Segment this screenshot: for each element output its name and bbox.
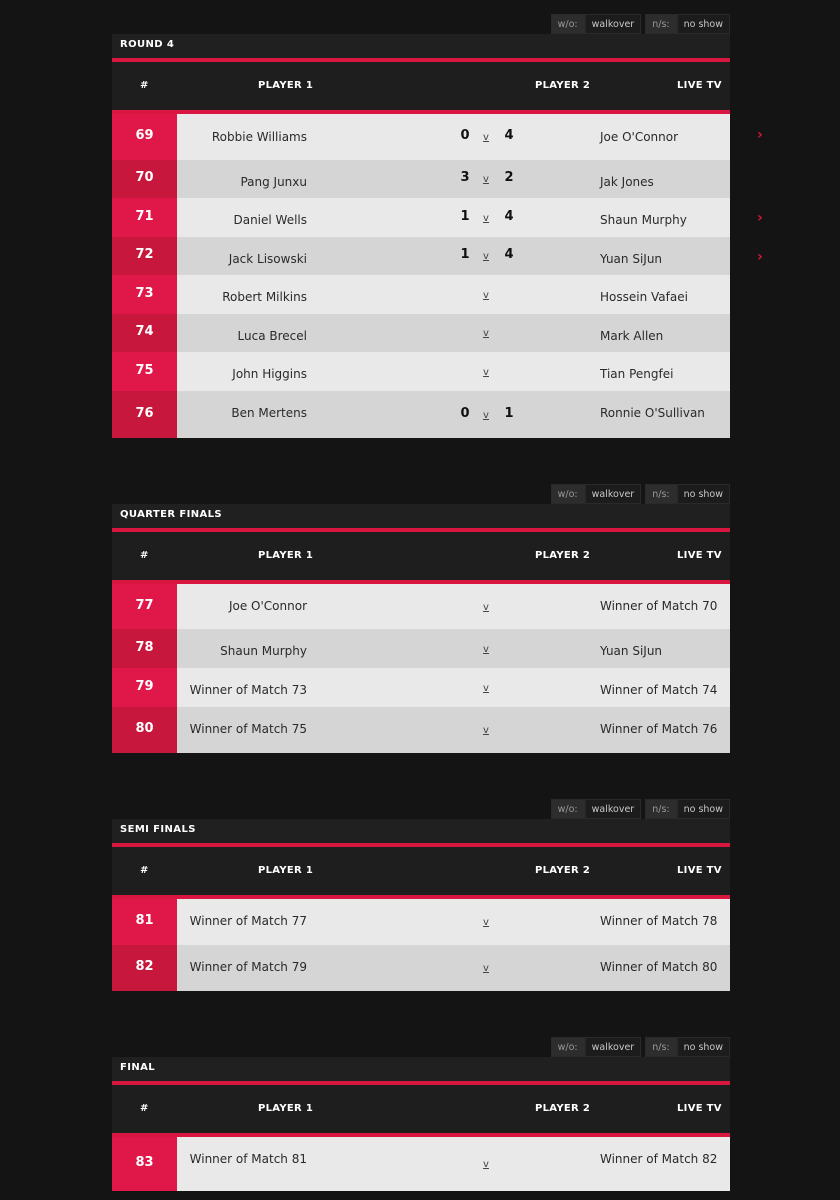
legend-walkover-value: walkover xyxy=(585,484,642,504)
versus-label: v xyxy=(483,683,489,694)
player1-name[interactable]: Winner of Match 79 xyxy=(189,960,307,974)
chevron-right-icon[interactable]: › xyxy=(757,210,763,226)
section-quarter-finals xyxy=(112,484,730,753)
column-header xyxy=(112,1085,730,1133)
match-number-label: 71 xyxy=(135,208,154,224)
match-row[interactable] xyxy=(112,391,730,438)
column-player2: PLAYER 2 xyxy=(535,550,591,561)
player1-score: 1 xyxy=(460,209,470,224)
match-number-label: 80 xyxy=(135,721,154,736)
match-body xyxy=(177,314,730,352)
match-row[interactable] xyxy=(112,160,730,198)
versus-label: v xyxy=(483,917,489,928)
column-live-tv: LIVE TV xyxy=(677,80,722,91)
match-row[interactable] xyxy=(112,945,730,991)
player2-name[interactable]: Shaun Murphy xyxy=(600,213,687,227)
match-number-label: 79 xyxy=(135,678,154,694)
player1-name[interactable]: Robbie Williams xyxy=(211,130,307,144)
match-number xyxy=(112,391,177,438)
match-number-label: 70 xyxy=(135,170,154,185)
section-semi-finals xyxy=(112,799,730,991)
match-number xyxy=(112,707,177,753)
player1-name[interactable]: Shaun Murphy xyxy=(220,644,307,658)
round-title-bar xyxy=(112,504,730,528)
player1-name[interactable]: Daniel Wells xyxy=(233,213,307,227)
match-number-label: 83 xyxy=(135,1155,154,1170)
match-number-label: 74 xyxy=(135,324,154,339)
legend-noshow-value: no show xyxy=(677,484,730,504)
player1-name[interactable]: Jack Lisowski xyxy=(228,252,307,266)
legend-walkover-key: w/o: xyxy=(551,799,585,819)
match-row[interactable] xyxy=(112,314,730,352)
match-number-label: 78 xyxy=(135,639,154,655)
match-number xyxy=(112,629,177,668)
match-number-label: 72 xyxy=(135,247,154,262)
match-number-label: 81 xyxy=(135,913,154,928)
legend-noshow-value: no show xyxy=(677,1037,730,1057)
match-body xyxy=(177,584,730,629)
match-body xyxy=(177,1137,730,1191)
player2-name[interactable]: Winner of Match 80 xyxy=(600,960,718,974)
match-body xyxy=(177,237,763,275)
versus-label: v xyxy=(483,213,489,224)
player2-name[interactable]: Winner of Match 78 xyxy=(600,914,718,928)
player2-name[interactable]: Winner of Match 82 xyxy=(600,1152,718,1166)
column-player1: PLAYER 1 xyxy=(258,80,314,91)
legend-noshow-key: n/s: xyxy=(645,484,676,504)
player1-name[interactable]: Joe O'Connor xyxy=(228,599,307,613)
player2-name[interactable]: Tian Pengfei xyxy=(600,367,674,381)
player1-name[interactable]: Pang Junxu xyxy=(240,175,307,189)
player1-name[interactable]: Robert Milkins xyxy=(222,290,307,304)
match-number xyxy=(112,114,177,160)
versus-label: v xyxy=(483,725,489,736)
match-number-label: 69 xyxy=(135,128,154,143)
column-live-tv: LIVE TV xyxy=(677,1103,722,1114)
round-title: SEMI FINALS xyxy=(120,824,196,835)
player2-score: 4 xyxy=(504,247,514,262)
player2-name[interactable]: Mark Allen xyxy=(600,329,664,343)
match-row[interactable] xyxy=(112,707,730,753)
legend-walkover-value: walkover xyxy=(585,14,642,34)
round-title: QUARTER FINALS xyxy=(120,509,222,520)
player2-name[interactable]: Winner of Match 76 xyxy=(600,722,718,736)
player1-name[interactable]: Winner of Match 75 xyxy=(189,722,307,736)
chevron-right-icon[interactable]: › xyxy=(757,127,763,143)
match-row[interactable] xyxy=(112,584,730,629)
versus-label: v xyxy=(483,174,489,185)
match-number xyxy=(112,198,177,237)
match-body xyxy=(177,945,730,991)
match-body xyxy=(177,352,730,391)
match-row[interactable] xyxy=(112,237,763,275)
legend-noshow-key: n/s: xyxy=(645,14,676,34)
player2-name[interactable]: Yuan SiJun xyxy=(600,252,663,266)
player2-name[interactable]: Yuan SiJun xyxy=(600,644,663,658)
player2-score: 2 xyxy=(504,170,514,185)
legend xyxy=(551,484,730,504)
match-number xyxy=(112,945,177,991)
column-num: # xyxy=(140,550,149,561)
player1-name[interactable]: John Higgins xyxy=(232,367,307,381)
player2-score: 4 xyxy=(504,209,514,224)
match-number xyxy=(112,352,177,391)
section-final xyxy=(112,1037,730,1191)
legend xyxy=(551,799,730,819)
chevron-right-icon[interactable]: › xyxy=(757,249,763,265)
round-title-bar xyxy=(112,34,730,58)
section-round-4 xyxy=(112,14,763,438)
versus-label: v xyxy=(483,1159,489,1170)
match-body xyxy=(177,629,730,668)
versus-label: v xyxy=(483,290,489,301)
versus-label: v xyxy=(483,602,489,613)
legend-noshow-value: no show xyxy=(677,799,730,819)
match-body xyxy=(177,275,730,314)
versus-label: v xyxy=(483,328,489,339)
column-header xyxy=(112,847,730,895)
column-num: # xyxy=(140,865,149,876)
match-number xyxy=(112,1137,177,1191)
column-player2: PLAYER 2 xyxy=(535,80,591,91)
versus-label: v xyxy=(483,251,489,262)
column-live-tv: LIVE TV xyxy=(677,550,722,561)
match-number xyxy=(112,275,177,314)
column-player1: PLAYER 1 xyxy=(258,1103,314,1114)
player1-name[interactable]: Winner of Match 73 xyxy=(189,683,307,697)
column-player1: PLAYER 1 xyxy=(258,865,314,876)
versus-label: v xyxy=(483,367,489,378)
match-number-label: 73 xyxy=(135,285,154,301)
match-body xyxy=(177,198,763,237)
match-row[interactable] xyxy=(112,198,763,237)
player2-name[interactable]: Winner of Match 70 xyxy=(600,599,718,613)
legend xyxy=(551,1037,730,1057)
legend-walkover-key: w/o: xyxy=(551,14,585,34)
legend-noshow-value: no show xyxy=(677,14,730,34)
match-number-label: 76 xyxy=(135,405,154,421)
player1-name[interactable]: Winner of Match 81 xyxy=(189,1152,307,1166)
versus-label: v xyxy=(483,963,489,974)
player2-name[interactable]: Joe O'Connor xyxy=(600,130,679,144)
player1-name[interactable]: Winner of Match 77 xyxy=(189,914,307,928)
legend-walkover-key: w/o: xyxy=(551,1037,585,1057)
match-number xyxy=(112,668,177,707)
player1-name[interactable]: Ben Mertens xyxy=(231,406,307,420)
versus-label: v xyxy=(483,410,489,421)
match-number-label: 77 xyxy=(135,597,154,613)
legend-walkover-value: walkover xyxy=(585,799,642,819)
column-num: # xyxy=(140,80,149,91)
match-body xyxy=(177,114,763,160)
match-body xyxy=(177,160,730,198)
round-title-bar xyxy=(112,1057,730,1081)
player1-name[interactable]: Luca Brecel xyxy=(237,329,307,343)
player2-name[interactable]: Hossein Vafaei xyxy=(600,290,688,304)
legend-walkover-key: w/o: xyxy=(551,484,585,504)
match-row[interactable] xyxy=(112,629,730,668)
match-number xyxy=(112,314,177,352)
match-number xyxy=(112,160,177,198)
match-body xyxy=(177,707,730,753)
player2-name[interactable]: Winner of Match 74 xyxy=(600,683,718,697)
match-row[interactable] xyxy=(112,275,730,314)
player2-score: 4 xyxy=(504,128,514,143)
column-player2: PLAYER 2 xyxy=(535,1103,591,1114)
match-row[interactable] xyxy=(112,114,763,160)
match-row[interactable] xyxy=(112,352,730,391)
column-player1: PLAYER 1 xyxy=(258,550,314,561)
match-number xyxy=(112,899,177,945)
match-number-label: 75 xyxy=(135,362,154,378)
column-header xyxy=(112,532,730,580)
match-body xyxy=(177,391,730,438)
player1-score: 0 xyxy=(460,406,470,421)
player2-name[interactable]: Ronnie O'Sullivan xyxy=(600,406,705,420)
versus-label: v xyxy=(483,644,489,655)
column-player2: PLAYER 2 xyxy=(535,865,591,876)
legend xyxy=(551,14,730,34)
match-body xyxy=(177,668,730,707)
round-title-bar xyxy=(112,819,730,843)
versus-label: v xyxy=(483,132,489,143)
legend-noshow-key: n/s: xyxy=(645,1037,676,1057)
player1-score: 0 xyxy=(460,128,470,143)
player1-score: 1 xyxy=(460,247,470,262)
legend-walkover-value: walkover xyxy=(585,1037,642,1057)
player1-score: 3 xyxy=(460,170,470,185)
column-header xyxy=(112,62,730,110)
round-title: ROUND 4 xyxy=(120,39,175,50)
match-number-label: 82 xyxy=(135,959,154,974)
match-row[interactable] xyxy=(112,1137,730,1191)
match-number xyxy=(112,237,177,275)
column-live-tv: LIVE TV xyxy=(677,865,722,876)
match-body xyxy=(177,899,730,945)
column-num: # xyxy=(140,1103,149,1114)
match-number xyxy=(112,584,177,629)
legend-noshow-key: n/s: xyxy=(645,799,676,819)
match-row[interactable] xyxy=(112,899,730,945)
match-row[interactable] xyxy=(112,668,730,707)
player2-score: 1 xyxy=(504,406,514,421)
round-title: FINAL xyxy=(120,1062,156,1073)
player2-name[interactable]: Jak Jones xyxy=(600,175,654,189)
